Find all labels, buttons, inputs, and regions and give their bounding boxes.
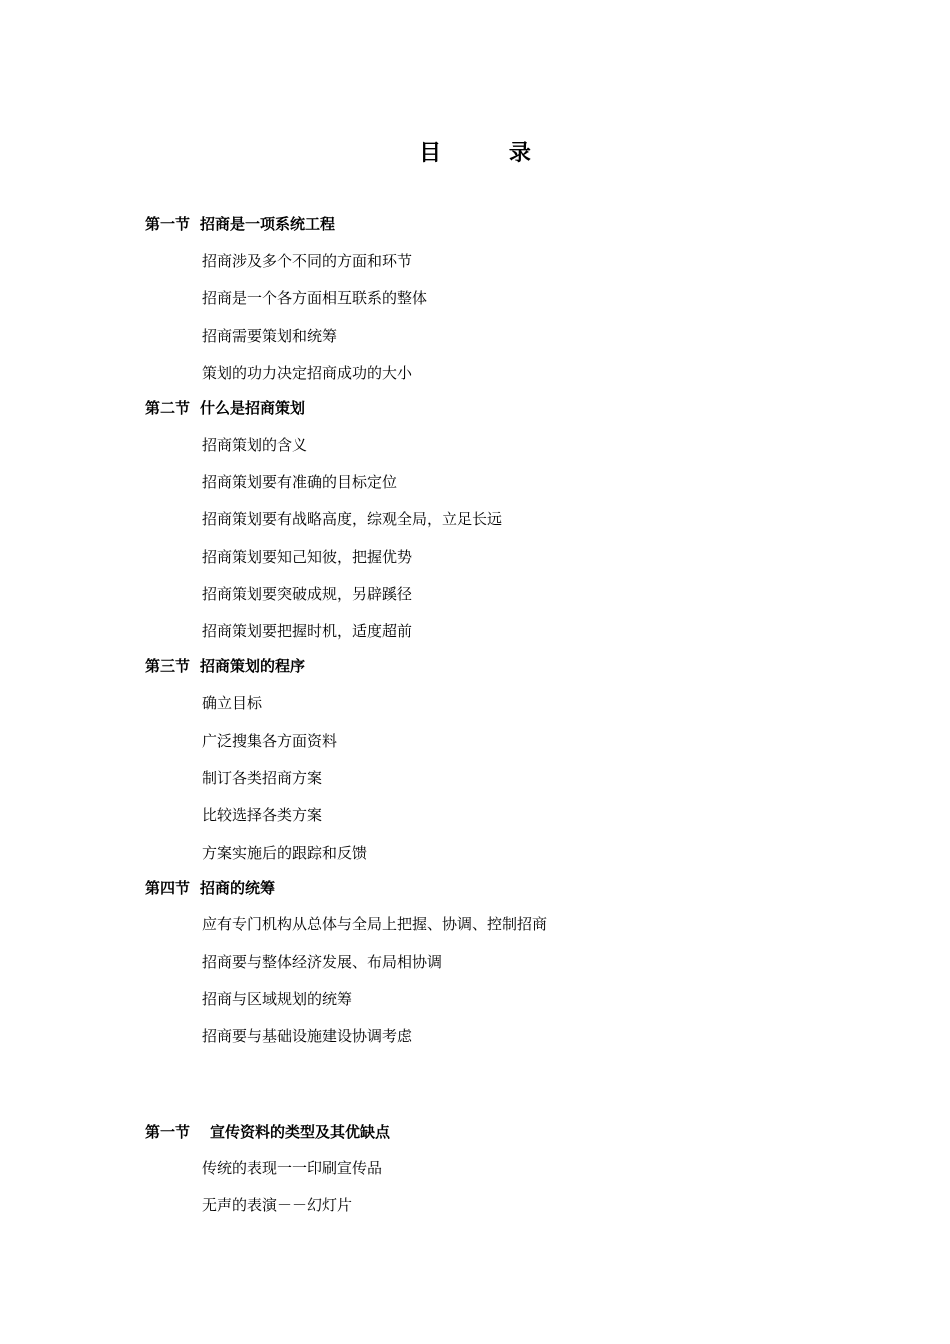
toc-item[interactable]: 招商是一个各方面相互联系的整体 [202,289,428,307]
toc-item[interactable]: 招商要与基础设施建设协调考虑 [202,1027,413,1045]
section-number: 第一节 [145,215,191,233]
section-heading[interactable] [145,877,275,898]
toc-item[interactable]: 招商策划的含义 [202,436,308,454]
toc-item[interactable]: 确立目标 [202,694,263,712]
toc-item[interactable]: 招商与区域规划的统筹 [202,990,353,1008]
section-heading[interactable] [145,1121,390,1142]
section-heading[interactable] [145,397,305,418]
section-title: 招商是一项系统工程 [200,215,336,233]
section-title: 招商策划的程序 [200,657,306,675]
toc-item[interactable]: 招商策划要有战略高度，综观全局，立足长远 [202,510,503,528]
toc-item[interactable]: 无声的表演－－幻灯片 [202,1196,353,1214]
toc-item[interactable]: 比较选择各类方案 [202,806,323,824]
toc-item[interactable]: 招商涉及多个不同的方面和环节 [202,252,413,270]
toc-item[interactable]: 招商策划要有准确的目标定位 [202,473,398,491]
section-number: 第四节 [145,879,191,897]
toc-item[interactable]: 招商要与整体经济发展、布局相协调 [202,953,443,971]
section-number: 第一节 [145,1123,191,1141]
section-title: 招商的统筹 [200,879,276,897]
toc-item[interactable]: 招商策划要知己知彼，把握优势 [202,548,413,566]
toc-item[interactable]: 方案实施后的跟踪和反馈 [202,844,368,862]
section-title: 什么是招商策划 [200,399,306,417]
toc-item[interactable]: 策划的功力决定招商成功的大小 [202,364,413,382]
toc-item[interactable]: 招商需要策划和统筹 [202,327,338,345]
section-heading[interactable] [145,213,335,234]
section-number: 第二节 [145,399,191,417]
toc-item[interactable]: 应有专门机构从总体与全局上把握、协调、控制招商 [202,915,548,933]
toc-item[interactable]: 传统的表现一一印刷宣传品 [202,1159,383,1177]
toc-item[interactable]: 广泛搜集各方面资料 [202,732,338,750]
section-heading[interactable] [145,655,305,676]
section-title: 宣传资料的类型及其优缺点 [210,1123,391,1141]
toc-item[interactable]: 招商策划要突破成规，另辟蹊径 [202,585,413,603]
toc-item[interactable]: 制订各类招商方案 [202,769,323,787]
section-number: 第三节 [145,657,191,675]
page-title: 目 录 [419,141,561,166]
toc-item[interactable]: 招商策划要把握时机，适度超前 [202,622,413,640]
